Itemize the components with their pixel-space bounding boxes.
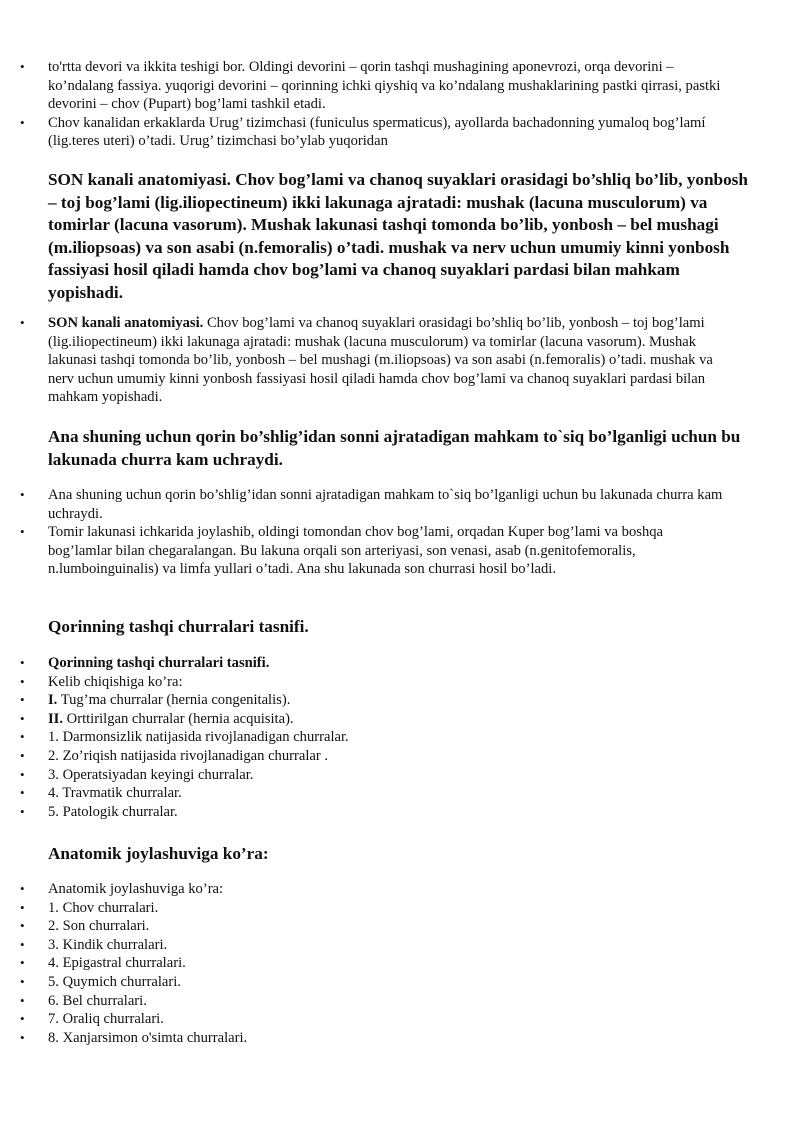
bullet-list-tasnif (20, 654, 728, 821)
list-item-text: Chov bog’lami va chanoq suyaklari orasidagi bo’shliq bo’lib, yonbosh – toj bog’lami (lig.iliopectineum) ikki lakunaga ajratadi: mushak (lacuna musculorum) va tomirlar (lacuna vasorum). Mushak lakunasi tashqi tomonda bo’lib, yonbosh – bel mushagi (m.iliopsoas) va son asabi (n.femoralis) o’tadi. mushak va nerv uchun umumiy kinni yonbosh fassiyasi hosil qiladi hamda chov bog’lami va chanoq suyaklari pardasi bilan mahkam yopishadi. (48, 315, 713, 406)
bullet-list-anatomik (20, 880, 728, 1047)
list-item (0, 917, 728, 936)
list-item-bold: I. (48, 692, 58, 709)
list-item (0, 728, 728, 747)
bullet-icon: • (20, 918, 25, 934)
bullet-icon: • (20, 114, 25, 130)
list-item-text: 6. Bel churralari. (48, 992, 147, 1009)
bullet-icon: • (20, 729, 25, 745)
list-item (0, 486, 728, 523)
list-item-text: Orttirilgan churralar (hernia acquisita). (63, 710, 294, 727)
list-item-text: 1. Chov churralari. (48, 899, 159, 916)
list-item-text: Tomir lakunasi ichkarida joylashib, oldingi tomondan chov bog’lami, orqadan Kuper bog’lami va boshqa bog’lamlar bilan chegaralangan. Bu lakuna orqali son arteriyasi, son venasi, asab (n.genitofemoralis, n.lumboinguinalis) va limfa yullari o’tadi. Ana shu lakunada son churrasi hosil bo’ladi. (48, 524, 664, 578)
list-item-text: 7. Oraliq churralari. (48, 1011, 164, 1028)
bullet-list-lakuna (20, 486, 728, 579)
list-item (0, 784, 728, 803)
bullet-icon: • (20, 315, 25, 330)
bullet-icon: • (20, 692, 25, 708)
list-item (0, 523, 728, 579)
bullet-icon: • (20, 973, 25, 989)
list-item (0, 880, 728, 899)
list-item-text: Chov kanalidan erkaklarda Urug’ tizimchasi (funiculus spermaticus), ayollarda bachadonning yumaloq bog’lamí (lig.teres uteri) o’tadi. Urug’ tizimchasi bo’ylab yuqoridan (48, 114, 706, 150)
list-item (0, 114, 728, 151)
bullet-icon: • (20, 766, 25, 782)
list-item-text: 4. Travmatik churralar. (48, 785, 182, 802)
list-item-bold: SON kanali anatomiyasi. (48, 315, 204, 331)
list-item-text: 3. Operatsiyadan keyingi churralar. (48, 766, 254, 783)
list-item (0, 992, 728, 1011)
bullet-icon: • (20, 955, 25, 971)
bullet-icon: • (20, 1011, 25, 1027)
list-item-text: 5. Quymich churralari. (48, 973, 181, 990)
bullet-icon: • (20, 655, 25, 670)
bullet-icon: • (20, 803, 25, 819)
list-item-bold: II. (48, 710, 64, 727)
list-item-text: 1. Darmonsizlik natijasida rivojlanadigan churralar. (48, 729, 349, 746)
bullet-icon: • (20, 992, 25, 1008)
list-item-text: 4. Epigastral churralari. (48, 955, 186, 972)
list-item (0, 803, 728, 822)
list-item-text: 5. Patologik churralar. (48, 803, 178, 820)
bullet-list-inguinal (20, 58, 728, 151)
list-item (0, 1029, 728, 1048)
bullet-icon: • (20, 936, 25, 952)
list-item (0, 691, 728, 710)
list-item (0, 58, 728, 114)
list-item-text: 2. Zo’riqish natijasida rivojlanadigan churralar . (48, 747, 329, 764)
list-item-bold: Qorinning tashqi churralari tasnifi. (48, 655, 270, 671)
bullet-icon: • (20, 59, 25, 74)
bullet-icon: • (20, 673, 25, 689)
list-item-text: Anatomik joylashuviga ko’ra: (48, 881, 224, 897)
bullet-icon: • (20, 710, 25, 726)
list-item (0, 936, 728, 955)
bullet-icon: • (20, 747, 25, 763)
section-heading-churra-kam: Ana shuning uchun qorin bo’shlig’idan sonni ajratadigan mahkam to`siq bo’lganligi uchun bu lakunada churra kam uchraydi. (48, 427, 741, 469)
bullet-icon: • (20, 1029, 25, 1045)
bullet-icon: • (20, 524, 25, 540)
list-item-text: 3. Kindik churralari. (48, 936, 168, 953)
list-item-text: 2. Son churralari. (48, 918, 150, 935)
list-item-text: Ana shuning uchun qorin bo’shlig’idan sonni ajratadigan mahkam to`siq bo’lganligi uchun bu lakunada churra kam uchraydi. (48, 487, 723, 522)
list-item (0, 673, 728, 692)
section-heading-anatomik: Anatomik joylashuviga ko’ra: (48, 844, 269, 863)
list-item (0, 954, 728, 973)
list-item-text: to'rtta devori va ikkita teshigi bor. Oldingi devorini – qorin tashqi mushagining aponevrozi, orqa devorini – ko’ndalang fassiya. yuqorigi devorini – qorinning ichki qiyshiq va ko’ndalang mushaklarining pastki qirrasi, pastki devorini – chov (Pupart) bog’lami tashkil etadi. (48, 59, 721, 113)
bullet-icon: • (20, 899, 25, 915)
list-item-text: 8. Xanjarsimon o'simta churralari. (48, 1029, 248, 1046)
bullet-icon: • (20, 785, 25, 801)
bullet-list-son-kanali (20, 314, 728, 407)
list-item (0, 747, 728, 766)
list-item (0, 899, 728, 918)
list-item (0, 654, 728, 673)
bullet-icon: • (20, 487, 25, 502)
list-item (0, 1010, 728, 1029)
list-item (0, 314, 728, 407)
list-item-text: Kelib chiqishiga ko’ra: (48, 673, 183, 690)
list-item-text: Tug’ma churralar (hernia congenitalis). (57, 692, 291, 709)
list-item (0, 710, 728, 729)
list-item (0, 766, 728, 785)
bullet-icon: • (20, 881, 25, 896)
list-item (0, 973, 728, 992)
section-heading-tasnif: Qorinning tashqi churralari tasnifi. (48, 617, 309, 636)
section-heading-son-kanali: SON kanali anatomiyasi. Chov bog’lami va chanoq suyaklari orasidagi bo’shliq bo’lib, yonbosh – toj bog’lami (lig.iliopectineum) ikki lakunaga ajratadi: mushak (lacuna musculorum) va tomirlar (lacuna vasorum). Mushak lakunasi tashqi tomonda bo’lib, yonbosh – bel mushagi (m.iliopsoas) va son asabi (n.femoralis) o’tadi. mushak va nerv uchun umumiy kinni yonbosh fassiyasi hosil qiladi hamda chov bog’lami va chanoq suyaklari pardasi bilan mahkam yopishadi. (48, 170, 748, 302)
